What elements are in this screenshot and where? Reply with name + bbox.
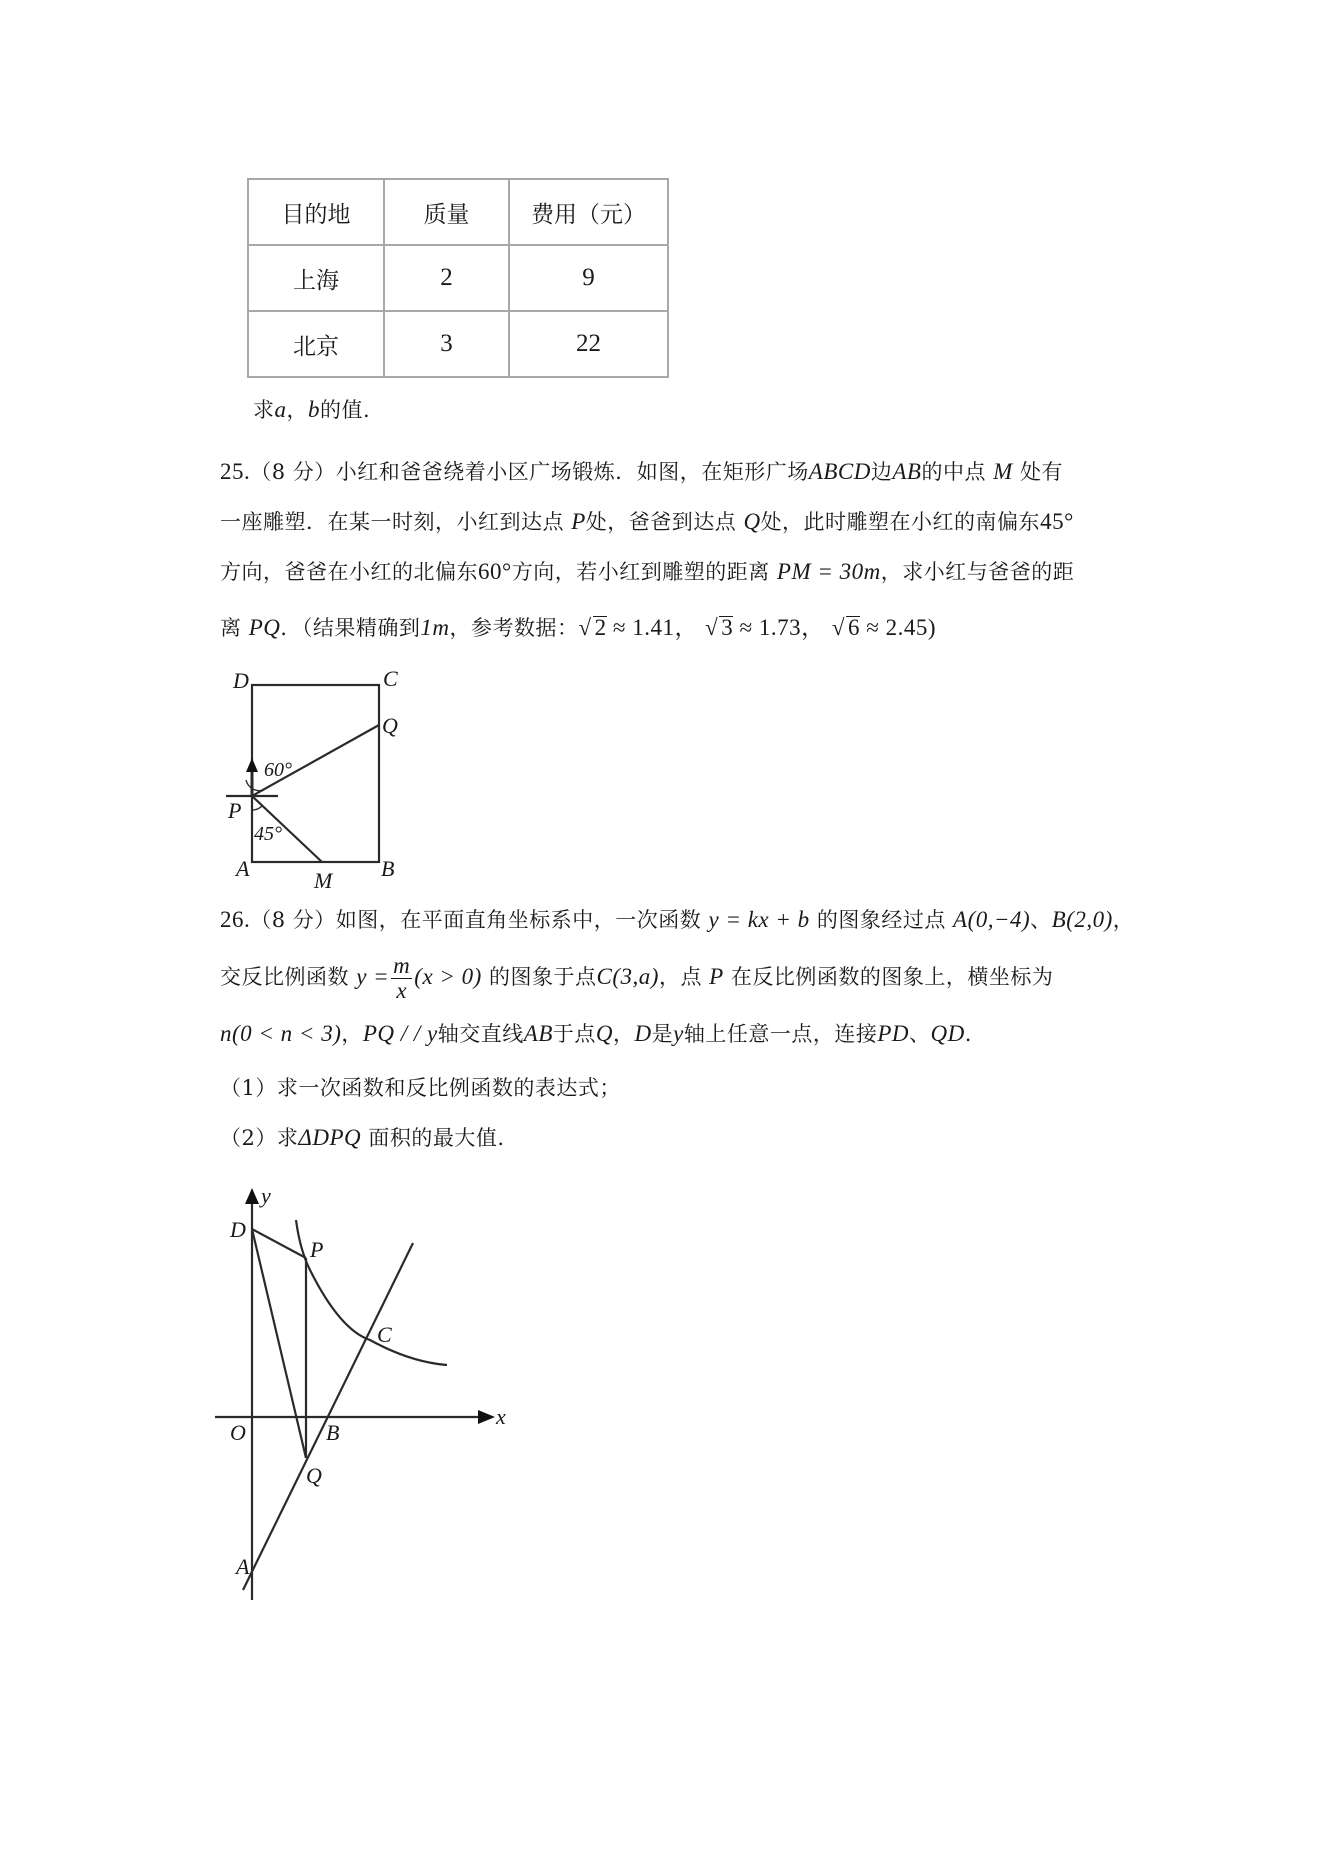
text: 在反比例函数的图象上，横坐标为 [730,965,1054,989]
svg-text:A: A [236,1554,250,1579]
svg-text:45°: 45° [254,823,282,845]
text: 处有 [1020,460,1064,484]
svg-text:O: O [230,1420,246,1445]
svg-text:D: D [230,1217,246,1242]
var-b: b [308,397,320,422]
text: 于点 [552,1022,596,1046]
math: y [673,1021,684,1046]
svg-text:M: M [314,868,333,893]
cell-mass: 2 [384,245,509,311]
svg-text:P: P [310,1237,324,1262]
math: Q [743,509,761,534]
radicand: 3 [721,615,734,640]
text: ， [286,398,308,422]
text: 轴交直线 [437,1022,524,1046]
text: ， [613,1022,635,1046]
text: ， [341,1022,363,1046]
math: QD [930,1021,965,1046]
text: 离 [220,616,242,640]
svg-text:B: B [326,1420,340,1445]
sqrt-6: √ 6 ≈ 2.45) [831,615,937,640]
math: 45° [1040,509,1074,534]
text: 方向，爸爸在小红的北偏东 [220,560,478,584]
text: 处，此时雕塑在小红的南偏东 [760,510,1041,534]
text: ，参考数据： [449,616,579,640]
text: 求 [253,398,275,422]
svg-text:C: C [383,666,398,691]
text: 小红和爸爸绕着小区广场锻炼．如图，在矩形广场 [335,460,809,484]
sqrt-2: √ 2 ≈ 1.41， [578,615,698,640]
question-score: （8 分） [250,908,336,932]
cell-mass: 3 [384,311,509,377]
cell-destination: 上海 [248,245,384,311]
value: ≈ 1.41， [612,615,698,640]
denominator: x [396,978,408,1003]
math: M [993,459,1013,484]
y-axis-arrow-icon [245,1188,259,1204]
text: ，求小红与爸爸的距 [880,560,1075,584]
math: AB [892,459,922,484]
math: PD [877,1021,910,1046]
question-number: 26. [220,907,251,932]
text: ，点 [658,965,702,989]
svg-text:P: P [228,798,242,823]
text: 轴上任意一点，连接 [683,1022,878,1046]
q26-subquestion-1: （1）求一次函数和反比例函数的表达式； [220,1076,621,1100]
text: . [964,1022,972,1046]
math: P [571,509,586,534]
math: A(0,−4) [953,907,1031,932]
segment-dq [252,1229,306,1458]
math: AB [523,1021,553,1046]
svg-text:60°: 60° [264,759,292,781]
math: B(2,0) [1051,907,1113,932]
radicand: 6 [847,615,860,640]
header-cost: 费用（元） [509,179,668,245]
text: 的图象经过点 [816,908,946,932]
text: ．（结果精确到 [280,616,421,640]
text: 如图，在平面直角坐标系中，一次函数 [335,908,702,932]
var-a: a [274,397,287,422]
svg-text:Q: Q [382,713,398,738]
question-number: 25. [220,459,251,484]
text: 是 [651,1022,674,1046]
svg-text:x: x [496,1404,506,1429]
text: 一座雕塑．在某一时刻，小红到达点 [220,510,564,534]
math: PQ [248,615,281,640]
svg-text:y: y [261,1183,271,1208]
svg-text:Q: Q [306,1463,322,1488]
math: n(0 < n < 3) [220,1021,342,1046]
cell-cost: 22 [509,311,668,377]
math: C(3,a) [596,964,659,989]
text: 、 [1030,908,1052,932]
math: P [709,964,724,989]
math: y = kx + b [708,907,810,932]
header-destination: 目的地 [248,179,384,245]
svg-text:B: B [381,856,395,881]
math: PQ / / y [362,1021,438,1046]
math: ΔDPQ [298,1125,362,1150]
sqrt-3: √ 3 ≈ 1.73， [705,615,825,640]
math: D [634,1021,652,1046]
math: y = [356,964,390,989]
numerator: m [393,953,411,978]
header-mass: 质量 [384,179,509,245]
text: 交反比例函数 [220,965,349,989]
math: (x > 0) [414,964,482,989]
text: （2）求 [220,1126,299,1150]
text: 、 [909,1022,931,1046]
math: ABCD [808,459,871,484]
math: PM = 30m [776,559,881,584]
value: ≈ 2.45) [866,615,937,640]
svg-text:D: D [233,668,249,693]
svg-text:C: C [377,1322,392,1347]
radicand: 2 [594,615,607,640]
text: 处，爸爸到达点 [585,510,737,534]
question-score: （8 分） [250,460,336,484]
svg-text:A: A [236,856,250,881]
text: 边 [870,460,893,484]
math: 1m [420,615,450,640]
x-axis-arrow-icon [478,1410,495,1424]
cell-cost: 9 [509,245,668,311]
text: ， [1112,908,1135,932]
text: 的中点 [921,460,986,484]
math: Q [595,1021,613,1046]
text: 方向，若小红到雕塑的距离 [511,560,770,584]
text: 的图象于点 [489,965,597,989]
value: ≈ 1.73， [739,615,825,640]
text: 面积的最大值. [368,1126,505,1150]
text: 的值. [320,398,371,422]
cell-destination: 北京 [248,311,384,377]
math: 60° [478,559,512,584]
